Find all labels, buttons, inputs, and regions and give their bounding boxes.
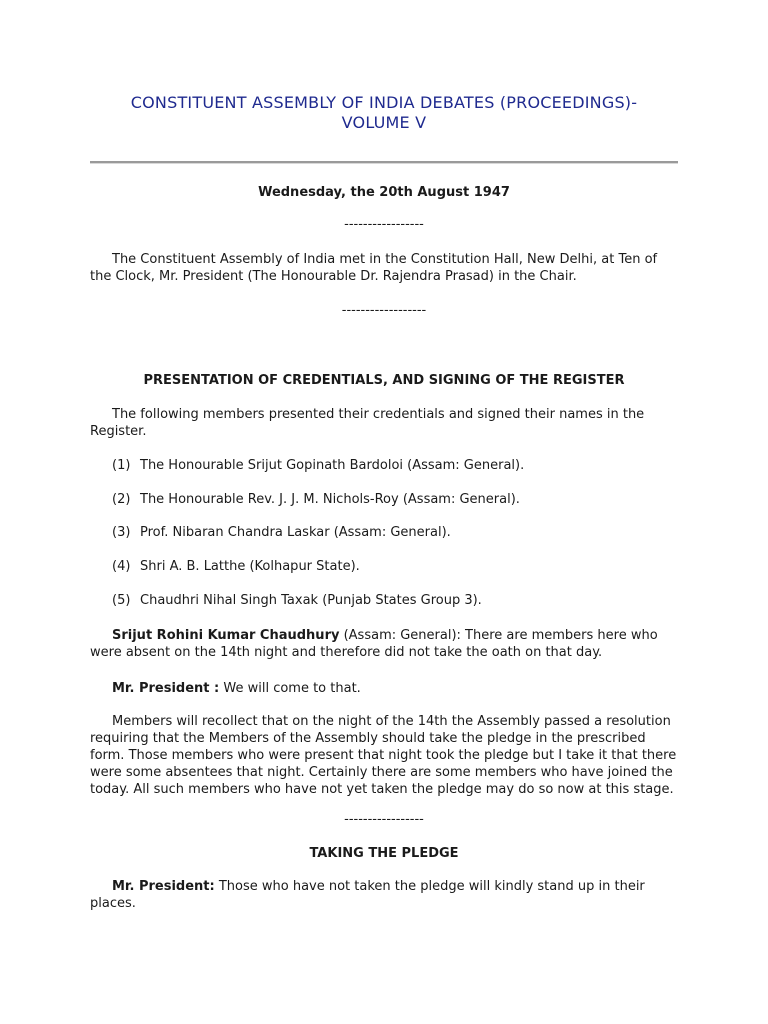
list-item-text: The Honourable Srijut Gopinath Bardoloi (Assam: General). [140,458,525,473]
list-item-number: (5) [112,593,131,608]
list-item-number: (3) [112,525,131,540]
credentials-intro: The following members presented their credentials and signed their names in the Register. [90,407,645,439]
speech-chaudhury [90,627,678,661]
document-title [90,93,678,133]
list-item [112,524,678,541]
speaker-name: Mr. President: [112,879,215,894]
speech-president-1 [90,680,678,697]
intro-paragraph: The Constituent Assembly of India met in the Constitution Hall, New Delhi, at Ten of the Clock, Mr. President (The Honourable Dr. Rajendra Prasad) in the Chair. [90,252,658,284]
president-paragraph: Members will recollect that on the night of the 14th the Assembly passed a resolution requiring that the Members of the Assembly should take the pledge in the prescribed form. Those members who were present that night took the pledge but I take it that there were some absentees that night. Certainly there are some members who have joined the today. All such members who have not yet taken the pledge may do so now at this stage. [90,714,677,797]
list-item [112,592,678,609]
separator-1: ----------------- [344,217,424,232]
separator-2: ------------------ [341,303,427,318]
list-item-text: The Honourable Rev. J. J. M. Nichols-Roy (Assam: General). [140,492,520,507]
separator-3: ----------------- [344,812,424,827]
list-item-text: Chaudhri Nihal Singh Taxak (Punjab States Group 3). [140,593,482,608]
list-item-number: (4) [112,559,131,574]
list-item-text: Prof. Nibaran Chandra Laskar (Assam: General). [140,525,451,540]
list-item-text: Shri A. B. Latthe (Kolhapur State). [140,559,360,574]
horizontal-rule [90,161,678,164]
speaker-name: Mr. President : [112,681,220,696]
speech-text: We will come to that. [219,681,361,696]
list-item-number: (2) [112,492,131,507]
title-line-1: CONSTITUENT ASSEMBLY OF INDIA DEBATES (PROCEEDINGS)- [130,93,638,112]
speech-president-2 [90,878,678,912]
speech-text: (Assam: General): There are members here who were absent on the 14th night and therefore did not take the oath on that day. [90,628,658,660]
speaker-name: Srijut Rohini Kumar Chaudhury [112,628,340,643]
speech-text: Those who have not taken the pledge will kindly stand up in their places. [90,879,645,911]
list-item [112,491,678,508]
session-date: Wednesday, the 20th August 1947 [258,185,510,200]
section-heading-credentials: PRESENTATION OF CREDENTIALS, AND SIGNING OF THE REGISTER [143,373,625,388]
list-item-number: (1) [112,458,131,473]
title-line-2: VOLUME V [341,113,427,132]
section-heading-pledge: TAKING THE PLEDGE [309,846,459,861]
list-item [112,558,678,575]
list-item [112,457,678,474]
